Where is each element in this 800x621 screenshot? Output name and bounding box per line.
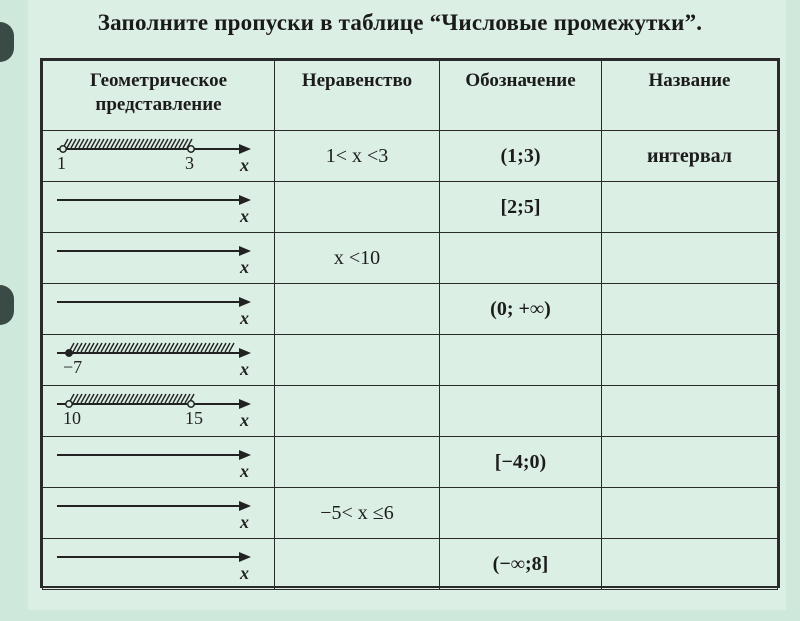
arrow-icon [239, 246, 251, 256]
arrow-icon [239, 501, 251, 511]
table-row [43, 335, 778, 386]
table-row [43, 131, 778, 182]
endpoint-label: −7 [63, 357, 83, 377]
inequality-cell [275, 182, 440, 233]
endpoint-marker [66, 401, 72, 407]
endpoint-label: 15 [185, 408, 203, 428]
table-row [43, 488, 778, 539]
name-cell: интервал [602, 131, 778, 182]
table-row [43, 539, 778, 590]
notation-cell: [2;5] [440, 182, 602, 233]
notation-cell: (0; +∞) [440, 284, 602, 335]
notation-cell [440, 488, 602, 539]
axis-label: x [240, 359, 249, 379]
arrow-icon [239, 348, 251, 358]
arrow-icon [239, 399, 251, 409]
table-row [43, 284, 778, 335]
notation-cell: [−4;0) [440, 437, 602, 488]
number-line [43, 437, 271, 487]
endpoint-marker [66, 350, 72, 356]
table-row [43, 386, 778, 437]
axis-label: x [240, 308, 249, 328]
axis-label: x [240, 461, 249, 481]
endpoint-label: 10 [63, 408, 81, 428]
inequality-cell [275, 386, 440, 437]
page-title: Заполните пропуски в таблице “Числовые промежутки”. [97, 10, 703, 35]
name-cell [602, 488, 778, 539]
inequality-cell: −5< x ≤6 [275, 488, 440, 539]
intervals-table [40, 58, 780, 588]
number-line [43, 233, 271, 283]
arrow-icon [239, 552, 251, 562]
hatched-region [63, 139, 192, 148]
axis-label: x [240, 563, 249, 583]
endpoint-marker [60, 146, 66, 152]
inequality-cell [275, 335, 440, 386]
arrow-icon [239, 195, 251, 205]
axis-label: x [240, 155, 249, 175]
inequality-cell [275, 437, 440, 488]
endpoint-marker [188, 146, 194, 152]
geometric-cell [43, 284, 275, 335]
name-cell [602, 386, 778, 437]
name-cell [602, 335, 778, 386]
name-cell [602, 284, 778, 335]
geometric-cell [43, 182, 275, 233]
arrow-icon [239, 144, 251, 154]
endpoint-label: 1 [57, 153, 66, 173]
number-line [43, 131, 271, 181]
number-line [43, 386, 271, 436]
notation-cell: (−∞;8] [440, 539, 602, 590]
table-row [43, 182, 778, 233]
inequality-cell [275, 284, 440, 335]
axis-label: x [240, 257, 249, 277]
left-edge-mark-top [0, 22, 14, 62]
number-line [43, 182, 271, 232]
hatched-region [69, 394, 194, 403]
number-line [43, 335, 271, 385]
left-edge-mark-middle [0, 285, 14, 325]
endpoint-marker [188, 401, 194, 407]
geometric-cell [43, 437, 275, 488]
geometric-cell [43, 488, 275, 539]
number-line [43, 488, 271, 538]
axis-label: x [240, 512, 249, 532]
header-inequality: Неравенство [275, 61, 440, 131]
arrow-icon [239, 297, 251, 307]
notation-cell [440, 233, 602, 284]
geometric-cell [43, 386, 275, 437]
name-cell [602, 539, 778, 590]
inequality-cell [275, 539, 440, 590]
axis-label: x [240, 206, 249, 226]
header-geometric: Геометрическое представление [43, 61, 275, 131]
endpoint-label: 3 [185, 153, 194, 173]
hatched-region [69, 343, 234, 352]
name-cell [602, 182, 778, 233]
notation-cell [440, 335, 602, 386]
header-notation: Обозначение [440, 61, 602, 131]
notation-cell [440, 386, 602, 437]
geometric-cell [43, 335, 275, 386]
name-cell [602, 233, 778, 284]
inequality-cell: 1< x <3 [275, 131, 440, 182]
table-row [43, 437, 778, 488]
table-row [43, 233, 778, 284]
geometric-cell [43, 539, 275, 590]
axis-label: x [240, 410, 249, 430]
inequality-cell: x <10 [275, 233, 440, 284]
name-cell [602, 437, 778, 488]
arrow-icon [239, 450, 251, 460]
notation-cell: (1;3) [440, 131, 602, 182]
number-line [43, 539, 271, 589]
geometric-cell [43, 233, 275, 284]
geometric-cell [43, 131, 275, 182]
header-name: Название [602, 61, 778, 131]
number-line [43, 284, 271, 334]
